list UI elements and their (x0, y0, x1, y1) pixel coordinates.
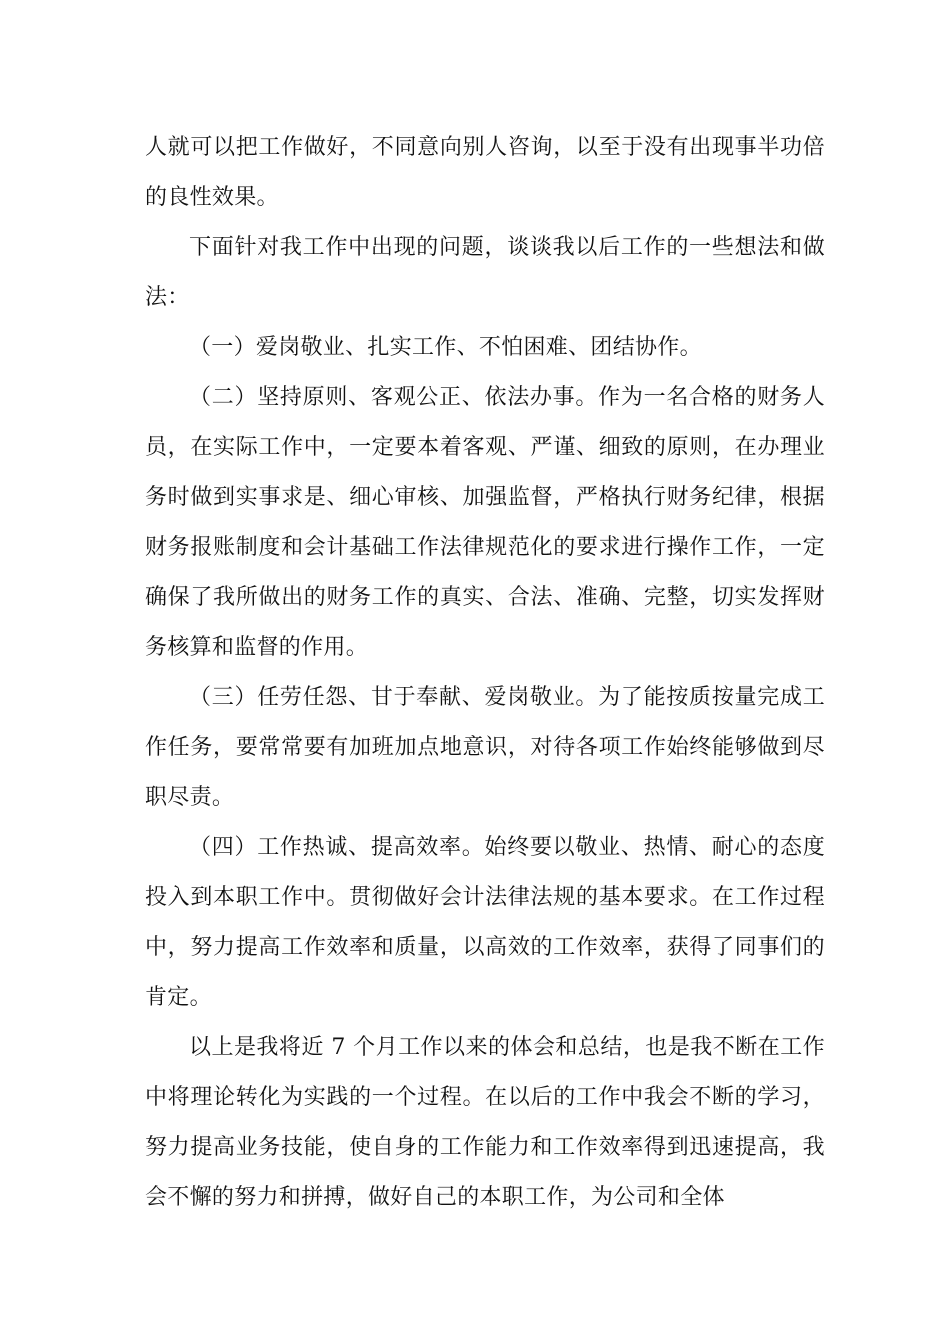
paragraph-item-1: （一）爱岗敬业、扎实工作、不怕困难、团结协作。 (189, 335, 702, 360)
paragraph-summary: 以上是我将近 7 个月工作以来的体会和总结，也是我不断在工作中将理论转化为实践的一个过程。在以后的工作中我会不断的学习，努力提高业务技能，使自身的工作能力和工作效率得到迅速提高，我会不懈的努力和拼搏，做好自己的本职工作，为公司和全体 (145, 1035, 825, 1210)
paragraph-item-4: （四）工作热诚、提高效率。始终要以敬业、热情、耐心的态度投入到本职工作中。贯彻做好会计法律法规的基本要求。在工作过程中，努力提高工作效率和质量，以高效的工作效率，获得了同事们的肯定。 (145, 835, 825, 1010)
paragraph-item-2: （二）坚持原则、客观公正、依法办事。作为一名合格的财务人员，在实际工作中，一定要本着客观、严谨、细致的原则，在办理业务时做到实事求是、细心审核、加强监督，严格执行财务纪律，根据财务报账制度和会计基础工作法律规范化的要求进行操作工作，一定确保了我所做出的财务工作的真实、合法、准确、完整，切实发挥财务核算和监督的作用。 (145, 385, 825, 660)
paragraph-item-3: （三）任劳任怨、甘于奉献、爱岗敬业。为了能按质按量完成工作任务，要常常要有加班加点地意识，对待各项工作始终能够做到尽职尽责。 (145, 685, 825, 810)
document-body (145, 123, 825, 1223)
paragraph-intro: 下面针对我工作中出现的问题，谈谈我以后工作的一些想法和做法： (145, 235, 825, 310)
paragraph-continuation: 人就可以把工作做好，不同意向别人咨询，以至于没有出现事半功倍的良性效果。 (145, 135, 825, 210)
